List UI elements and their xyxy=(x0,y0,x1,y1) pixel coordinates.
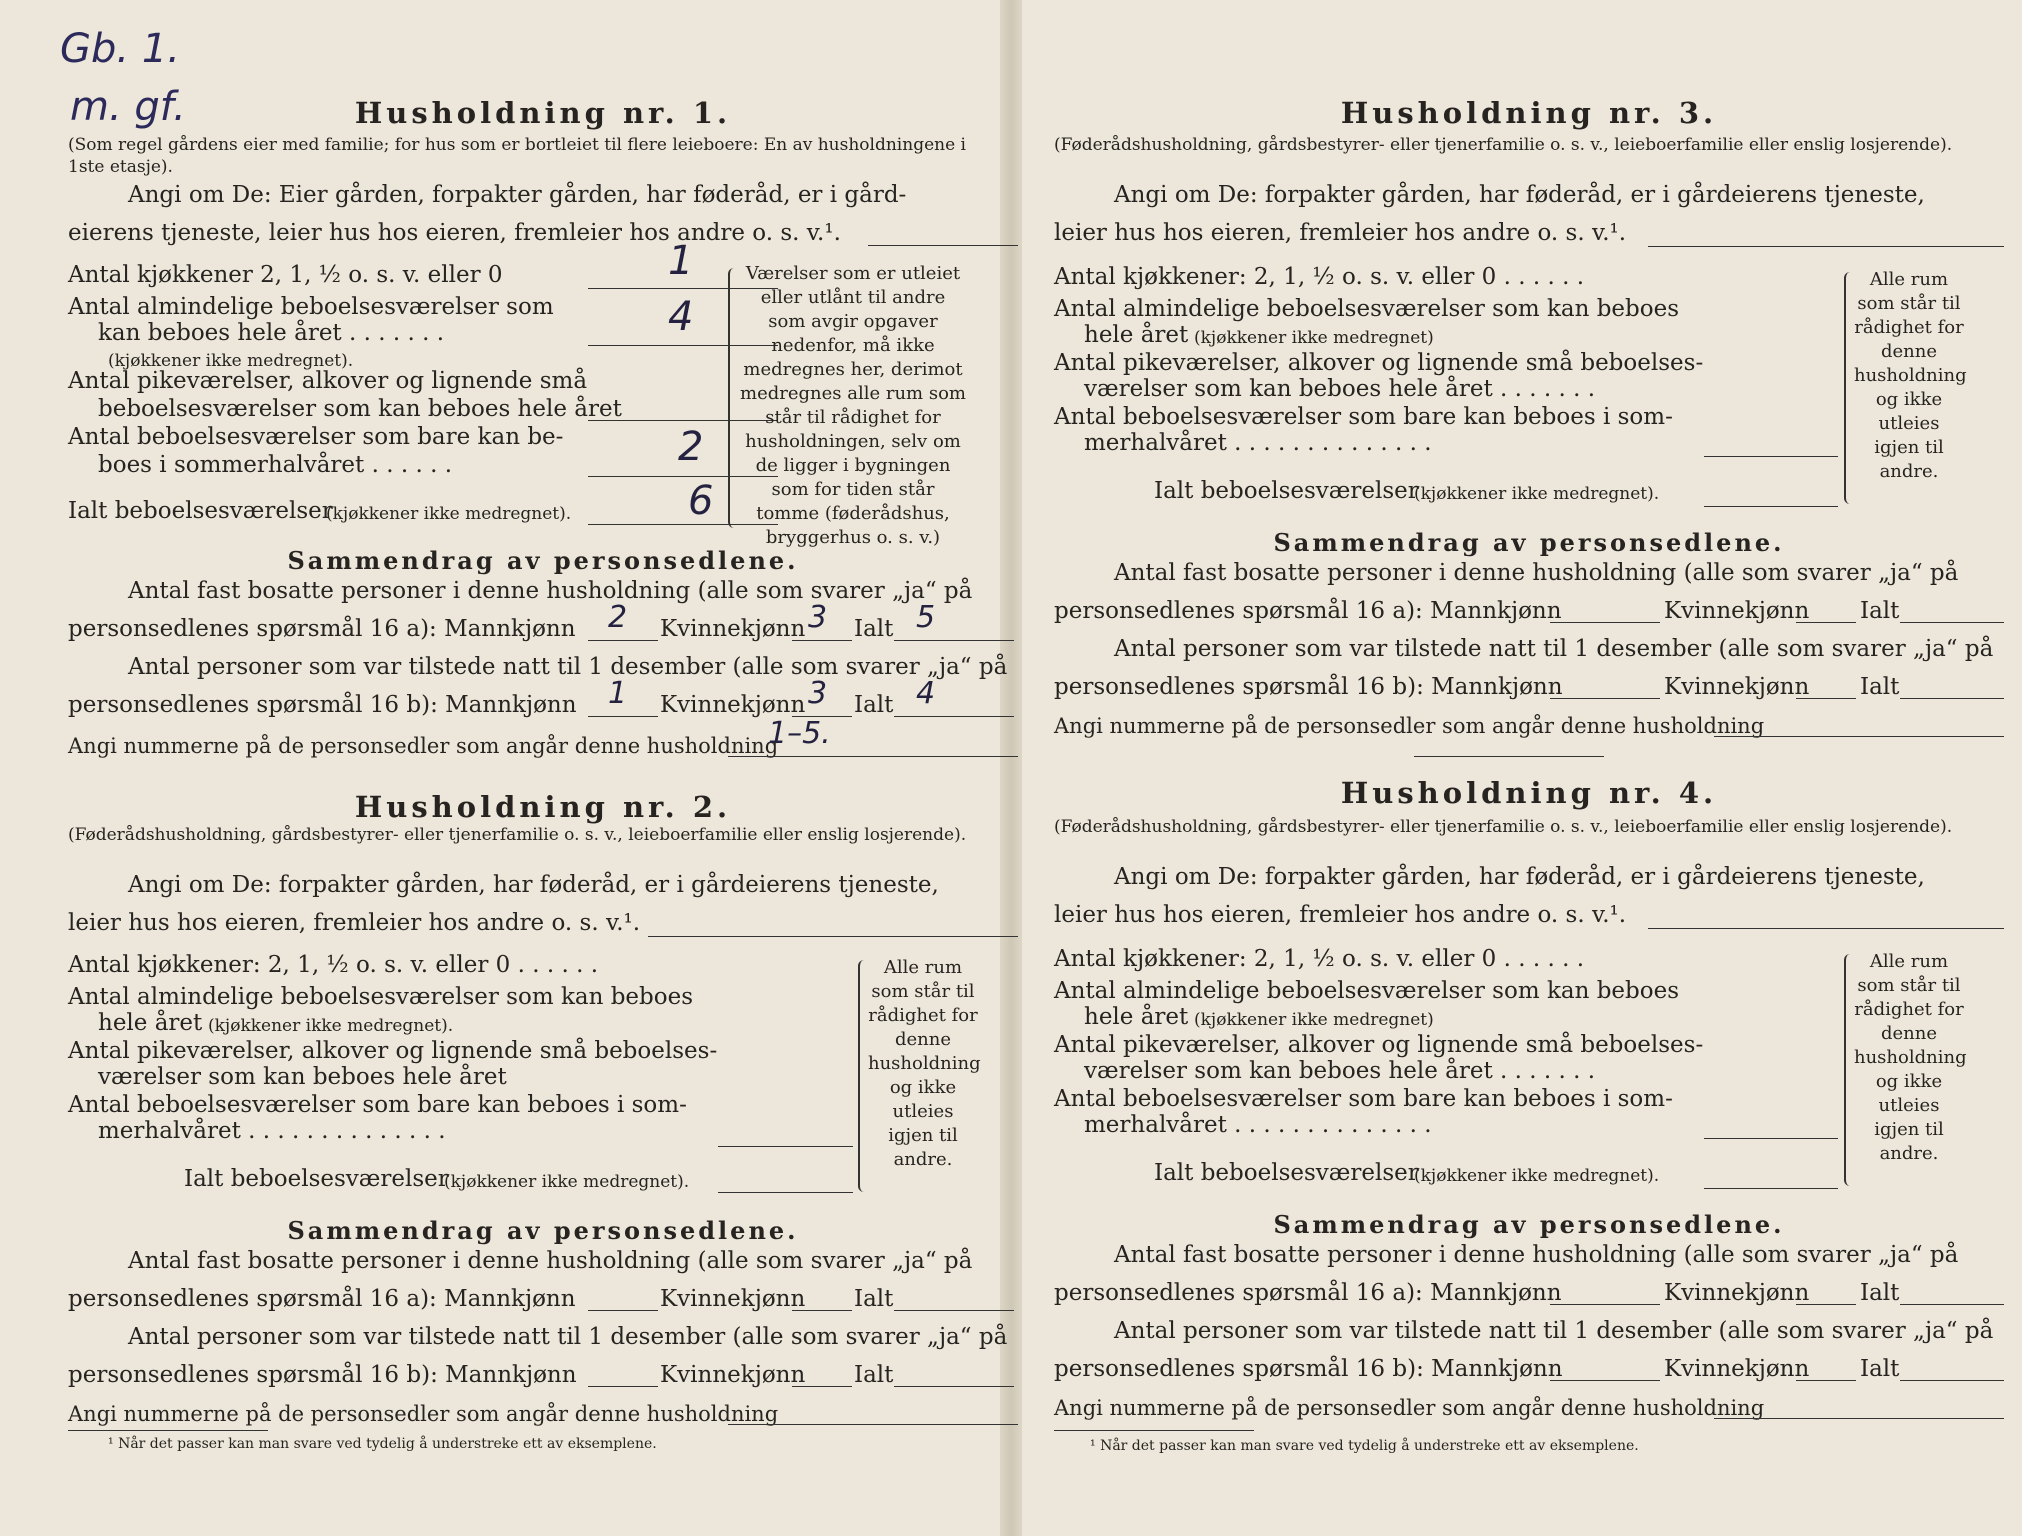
h1-som-1: Antal beboelsesværelser som bare kan be- xyxy=(68,424,564,450)
h2-til-m-field[interactable] xyxy=(588,1386,658,1387)
h2-alm-2s: (kjøkkener ikke medregnet). xyxy=(208,1016,454,1036)
h4-angi-2: leier hus hos eieren, fremleier hos andre o. s. v.¹. xyxy=(1054,902,1627,928)
h4-til-ialt: Ialt xyxy=(1860,1356,1900,1382)
h3-til-i-field[interactable] xyxy=(1900,698,2004,699)
h3-angi-2: leier hus hos eieren, fremleier hos andre o. s. v.¹. xyxy=(1054,220,1627,246)
h1-til-kv: Kvinnekjønn xyxy=(660,692,806,718)
h4-til-i-field[interactable] xyxy=(1900,1380,2004,1381)
h3-kjokken: Antal kjøkkener: 2, 1, ½ o. s. v. eller 0 . . . . . . xyxy=(1054,264,1585,290)
h1-fast-m-value: 2 xyxy=(608,600,628,635)
h3-til-k-field[interactable] xyxy=(1796,698,1856,699)
h2-intro: (Føderådshusholdning, gårdsbestyrer- eller tjenerfamilie o. s. v., leieboerfamilie eller enslig losjerende). xyxy=(68,825,967,845)
h1-alm-value: 4 xyxy=(668,294,694,340)
h1-til-i-field[interactable] xyxy=(894,716,1014,717)
h4-fast-1: Antal fast bosatte personer i denne husholdning (alle som svarer „ja“ på xyxy=(1114,1242,1959,1268)
h4-pike-1: Antal pikeværelser, alkover og lignende små beboelses- xyxy=(1054,1032,1704,1058)
h1-alm-2: kan beboes hele året . . . . . . . xyxy=(98,320,445,346)
h2-fast-ialt: Ialt xyxy=(854,1286,894,1312)
h2-angi-fill[interactable] xyxy=(648,936,1018,937)
h3-fast-ialt: Ialt xyxy=(1860,598,1900,624)
h3-intro: (Føderådshusholdning, gårdsbestyrer- eller tjenerfamilie o. s. v., leieboerfamilie eller enslig losjerende). xyxy=(1054,135,1953,155)
h3-alm-2: hele året xyxy=(1084,322,1189,348)
h1-pike-1: Antal pikeværelser, alkover og lignende små xyxy=(68,368,588,394)
h1-som-2: boes i sommerhalvåret . . . . . . xyxy=(98,452,453,478)
h1-fast-i-value: 5 xyxy=(916,600,936,635)
h2-angi-1: Angi om De: forpakter gården, har føderåd, er i gårdeierens tjeneste, xyxy=(128,872,939,898)
h4-fast-m-field[interactable] xyxy=(1550,1304,1660,1305)
h3-som-1: Antal beboelsesværelser som bare kan beboes i som- xyxy=(1054,404,1673,430)
h4-fast-ialt: Ialt xyxy=(1860,1280,1900,1306)
h4-ialt-field[interactable] xyxy=(1704,1188,1838,1189)
h2-til-1: Antal personer som var tilstede natt til 1 desember (alle som svarer „ja“ på xyxy=(128,1324,1008,1350)
h4-som-2: merhalvåret . . . . . . . . . . . . . . xyxy=(1084,1112,1432,1138)
h2-title: Husholdning nr. 2. xyxy=(354,790,732,824)
h2-til-kv: Kvinnekjønn xyxy=(660,1362,806,1388)
h4-angi-fill[interactable] xyxy=(1648,928,2004,929)
h4-note: Alle rum som står til rådighet for denne husholdning og ikke utleies igjen til andre. xyxy=(1854,951,1967,1164)
h3-som-field[interactable] xyxy=(1704,456,1838,457)
h1-note: Værelser som er utleiet eller utlånt til andre som avgir opgaver nedenfor, må ikke medregnes her, derimot medregnes alle rum som står til rådighet for husholdningen, selv om de ligger i bygningen som for tiden står tomme (føderådshus, bryggerhus o. s. v.) xyxy=(740,263,966,548)
h1-til-ialt: Ialt xyxy=(854,692,894,718)
h2-som-1: Antal beboelsesværelser som bare kan beboes i som- xyxy=(68,1092,687,1118)
h3-til-1: Antal personer som var tilstede natt til 1 desember (alle som svarer „ja“ på xyxy=(1114,636,1994,662)
h4-title: Husholdning nr. 4. xyxy=(1340,776,1718,810)
h1-til-1: Antal personer som var tilstede natt til 1 desember (alle som svarer „ja“ på xyxy=(128,654,1008,680)
h2-summary-title: Sammendrag av personsedlene. xyxy=(287,1216,799,1245)
h4-num-field[interactable] xyxy=(1714,1418,2004,1419)
h4-alm-1: Antal almindelige beboelsesværelser som kan beboes xyxy=(1054,978,1680,1004)
h1-angi-1: Angi om De: Eier gården, forpakter gården, har føderåd, er i gård- xyxy=(128,182,907,208)
h2-alm-1: Antal almindelige beboelsesværelser som kan beboes xyxy=(68,984,694,1010)
h2-fast-1: Antal fast bosatte personer i denne husholdning (alle som svarer „ja“ på xyxy=(128,1248,973,1274)
h3-fast-1: Antal fast bosatte personer i denne husholdning (alle som svarer „ja“ på xyxy=(1114,560,1959,586)
h1-angi-fill[interactable] xyxy=(868,245,1018,246)
h1-alm-3: (kjøkkener ikke medregnet). xyxy=(108,351,354,371)
h3-num-field[interactable] xyxy=(1714,736,2004,737)
h2-til-i-field[interactable] xyxy=(894,1386,1014,1387)
h3-ialt-field[interactable] xyxy=(1704,506,1838,507)
margin-note-1: Gb. 1. xyxy=(60,26,180,72)
h4-som-field[interactable] xyxy=(1704,1138,1838,1139)
h1-ialt-value: 6 xyxy=(688,478,714,524)
h4-til-m-field[interactable] xyxy=(1550,1380,1660,1381)
h4-fast-k-field[interactable] xyxy=(1796,1304,1856,1305)
h4-ialt-small: (kjøkkener ikke medregnet). xyxy=(1414,1166,1660,1186)
h2-ialt-small: (kjøkkener ikke medregnet). xyxy=(444,1172,690,1192)
h4-summary-title: Sammendrag av personsedlene. xyxy=(1273,1210,1785,1239)
h1-til-m-field[interactable] xyxy=(588,716,658,717)
h2-kjokken: Antal kjøkkener: 2, 1, ½ o. s. v. eller 0 . . . . . . xyxy=(68,952,599,978)
h2-pike-1: Antal pikeværelser, alkover og lignende små beboelses- xyxy=(68,1038,718,1064)
h1-fast-k-field[interactable] xyxy=(792,640,852,641)
h4-fast-2: personsedlenes spørsmål 16 a): Mannkjønn xyxy=(1054,1280,1562,1306)
h3-fast-kv: Kvinnekjønn xyxy=(1664,598,1810,624)
h3-til-2: personsedlenes spørsmål 16 b): Mannkjønn xyxy=(1054,674,1563,700)
h2-til-2: personsedlenes spørsmål 16 b): Mannkjønn xyxy=(68,1362,577,1388)
h2-alm-2: hele året xyxy=(98,1010,203,1036)
h3-alm-2s: (kjøkkener ikke medregnet) xyxy=(1194,328,1434,348)
h1-fast-1: Antal fast bosatte personer i denne husholdning (alle som svarer „ja“ på xyxy=(128,578,973,604)
h3-som-2: merhalvåret . . . . . . . . . . . . . . xyxy=(1084,430,1432,456)
h1-fast-ialt: Ialt xyxy=(854,616,894,642)
h3-angi-fill[interactable] xyxy=(1648,246,2004,247)
h1-til-i-value: 4 xyxy=(916,676,936,711)
h4-til-kv: Kvinnekjønn xyxy=(1664,1356,1810,1382)
h1-til-m-value: 1 xyxy=(608,676,628,711)
h1-til-2: personsedlenes spørsmål 16 b): Mannkjønn xyxy=(68,692,577,718)
h2-num-field[interactable] xyxy=(728,1424,1018,1425)
h1-fast-kv: Kvinnekjønn xyxy=(660,616,806,642)
h1-brace xyxy=(728,268,740,528)
h3-fast-i-field[interactable] xyxy=(1900,622,2004,623)
section-divider xyxy=(1414,756,1604,757)
h2-ialt: Ialt beboelsesværelser xyxy=(184,1166,449,1192)
h1-title: Husholdning nr. 1. xyxy=(354,96,732,130)
h4-pike-2: værelser som kan beboes hele året . . . . . . . xyxy=(1084,1058,1596,1084)
h1-num-field[interactable] xyxy=(728,756,1018,757)
h2-fast-i-field[interactable] xyxy=(894,1310,1014,1311)
h1-fast-2: personsedlenes spørsmål 16 a): Mannkjønn xyxy=(68,616,576,642)
h2-fast-k-field[interactable] xyxy=(792,1310,852,1311)
h3-title: Husholdning nr. 3. xyxy=(1340,96,1718,130)
h2-pike-2: værelser som kan beboes hele året xyxy=(98,1064,507,1090)
h1-angi-2: eierens tjeneste, leier hus hos eieren, fremleier hos andre o. s. v.¹. xyxy=(68,220,841,246)
h1-fast-k-value: 3 xyxy=(808,600,828,635)
h3-pike-1: Antal pikeværelser, alkover og lignende små beboelses- xyxy=(1054,350,1704,376)
h3-til-kv: Kvinnekjønn xyxy=(1664,674,1810,700)
h3-pike-2: værelser som kan beboes hele året . . . . . . . xyxy=(1084,376,1596,402)
h1-angi-num: Angi nummerne på de personsedler som angår denne husholdning xyxy=(68,734,779,758)
h3-note: Alle rum som står til rådighet for denne husholdning og ikke utleies igjen til andre. xyxy=(1854,269,1967,482)
h3-fast-2: personsedlenes spørsmål 16 a): Mannkjønn xyxy=(1054,598,1562,624)
h2-fast-2: personsedlenes spørsmål 16 a): Mannkjønn xyxy=(68,1286,576,1312)
h3-summary-title: Sammendrag av personsedlene. xyxy=(1273,528,1785,557)
h2-fast-m-field[interactable] xyxy=(588,1310,658,1311)
h4-intro: (Føderådshusholdning, gårdsbestyrer- eller tjenerfamilie o. s. v., leieboerfamilie eller enslig losjerende). xyxy=(1054,817,1953,837)
h2-ialt-field[interactable] xyxy=(718,1192,853,1193)
h2-angi-num: Angi nummerne på de personsedler som angår denne husholdning xyxy=(68,1402,779,1426)
h1-ialt: Ialt beboelsesværelser xyxy=(68,498,333,524)
h3-til-ialt: Ialt xyxy=(1860,674,1900,700)
h4-til-1: Antal personer som var tilstede natt til 1 desember (alle som svarer „ja“ på xyxy=(1114,1318,1994,1344)
h4-ialt: Ialt beboelsesværelser xyxy=(1154,1160,1419,1186)
h3-angi-num: Angi nummerne på de personsedler som angår denne husholdning xyxy=(1054,714,1765,738)
h3-ialt: Ialt beboelsesværelser xyxy=(1154,478,1419,504)
h2-note: Alle rum som står til rådighet for denne husholdning og ikke utleies igjen til andre. xyxy=(868,957,981,1170)
h3-alm-1: Antal almindelige beboelsesværelser som kan beboes xyxy=(1054,296,1680,322)
h3-fast-m-field[interactable] xyxy=(1550,622,1660,623)
h2-til-ialt: Ialt xyxy=(854,1362,894,1388)
h4-angi-num: Angi nummerne på de personsedler som angår denne husholdning xyxy=(1054,1396,1765,1420)
footnote-left: ¹ Når det passer kan man svare ved tydelig å understreke ett av eksemplene. xyxy=(108,1436,657,1452)
h2-fast-kv: Kvinnekjønn xyxy=(660,1286,806,1312)
h4-fast-i-field[interactable] xyxy=(1900,1304,2004,1305)
h4-til-k-field[interactable] xyxy=(1796,1380,1856,1381)
h1-pike-2: beboelsesværelser som kan beboes hele året xyxy=(98,396,622,422)
h1-til-k-value: 3 xyxy=(808,676,828,711)
footnote-rule-left xyxy=(68,1430,268,1431)
h2-angi-2: leier hus hos eieren, fremleier hos andre o. s. v.¹. xyxy=(68,910,641,936)
h2-som-field[interactable] xyxy=(718,1146,853,1147)
h4-til-2: personsedlenes spørsmål 16 b): Mannkjønn xyxy=(1054,1356,1563,1382)
h1-alm-1: Antal almindelige beboelsesværelser som xyxy=(68,294,554,320)
h1-kjokken-value: 1 xyxy=(668,238,694,284)
h4-alm-2s: (kjøkkener ikke medregnet) xyxy=(1194,1010,1434,1030)
h2-som-2: merhalvåret . . . . . . . . . . . . . . xyxy=(98,1118,446,1144)
h2-til-k-field[interactable] xyxy=(792,1386,852,1387)
h1-ialt-small: (kjøkkener ikke medregnet). xyxy=(326,504,572,524)
h3-angi-1: Angi om De: forpakter gården, har føderåd, er i gårdeierens tjeneste, xyxy=(1114,182,1925,208)
h1-kjokken: Antal kjøkkener 2, 1, ½ o. s. v. eller 0 xyxy=(68,262,503,288)
h1-intro: (Som regel gårdens eier med familie; for hus som er bortleiet til flere leieboere: En av husholdningene i 1ste etasje). xyxy=(68,135,966,177)
page-fold xyxy=(1000,0,1022,1536)
h1-num-value: 1–5. xyxy=(768,716,831,751)
h3-fast-k-field[interactable] xyxy=(1796,622,1856,623)
margin-note-2: m. gf. xyxy=(70,84,186,130)
h1-fast-i-field[interactable] xyxy=(894,640,1014,641)
h1-summary-title: Sammendrag av personsedlene. xyxy=(287,546,799,575)
h3-til-m-field[interactable] xyxy=(1550,698,1660,699)
h4-kjokken: Antal kjøkkener: 2, 1, ½ o. s. v. eller 0 . . . . . . xyxy=(1054,946,1585,972)
footnote-right: ¹ Når det passer kan man svare ved tydelig å understreke ett av eksemplene. xyxy=(1090,1438,1639,1454)
h4-angi-1: Angi om De: forpakter gården, har føderåd, er i gårdeierens tjeneste, xyxy=(1114,864,1925,890)
h4-som-1: Antal beboelsesværelser som bare kan beboes i som- xyxy=(1054,1086,1673,1112)
h4-fast-kv: Kvinnekjønn xyxy=(1664,1280,1810,1306)
h1-fast-m-field[interactable] xyxy=(588,640,658,641)
h4-alm-2: hele året xyxy=(1084,1004,1189,1030)
h1-som-value: 2 xyxy=(678,424,704,470)
footnote-rule-right xyxy=(1054,1430,1254,1431)
h3-ialt-small: (kjøkkener ikke medregnet). xyxy=(1414,484,1660,504)
